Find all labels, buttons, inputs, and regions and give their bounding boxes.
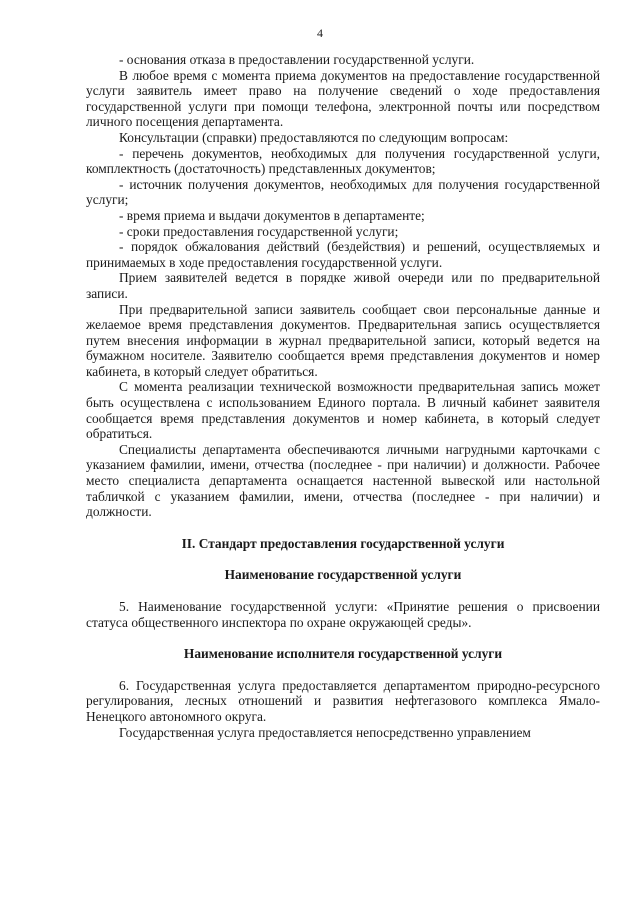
section-heading: II. Стандарт предоставления государственной услуги (181, 535, 505, 551)
list-item-terms: - сроки предоставления государственной услуги; (119, 223, 399, 239)
list-item-source: - источник получения документов, необходимых для получения государственной услуги; (86, 176, 600, 208)
list-item-reception-time: - время приема и выдачи документов в департаменте; (119, 207, 425, 223)
paragraph-portal: С момента реализации технической возможности предварительная запись может быть осуществлена с использованием Единого портала. В личный кабинет заявителя сообщается время представления документов и номер кабинета, в который следует обратиться. (86, 379, 600, 442)
paragraph-status-info: В любое время с момента приема документов на предоставление государственной услуги заявитель имеет право на получение сведений о ходе предоставления государственной услуги при помощи телефона, электронной почты или посредством личного посещения департамента. (86, 67, 600, 130)
paragraph-5: 5. Наименование государственной услуги: «Принятие решения о присвоении статуса общественного инспектора по охране окружающей среды». (86, 599, 600, 630)
subheading-service-name: Наименование государственной услуги (224, 567, 462, 583)
subheading-executor: Наименование исполнителя государственной услуги (183, 646, 503, 662)
paragraph-preregistration: При предварительной записи заявитель сообщает свои персональные данные и желаемое время представления документов. Предварительная запись осуществляется путем внесения информации в журнал предварительной записи, который ведется на бумажном носителе. Заявителю сообщается время представления документов и номер кабинета, в который следует обратиться. (86, 301, 600, 379)
paragraph-queue: Прием заявителей ведется в порядке живой очереди или по предварительной записи. (86, 270, 600, 301)
list-item-appeal: - порядок обжалования действий (бездействия) и решений, осуществляемых и принимаемых в ходе предоставления государственной услуги. (86, 239, 600, 270)
paragraph-6: 6. Государственная услуга предоставляется департаментом природно-ресурсного регулирования, лесных отношений и развития нефтегазового комплекса Ямало-Ненецкого автономного округа. (86, 677, 600, 724)
paragraph-refusal-grounds: - основания отказа в предоставлении государственной услуги. (119, 52, 475, 67)
page-number: 4 (317, 26, 323, 40)
document-body (86, 52, 600, 740)
paragraph-consultations: Консультации (справки) предоставляются по следующим вопросам: (119, 129, 509, 145)
list-item-documents: - перечень документов, необходимых для получения государственной услуги, комплектность (достаточность) представленных документов; (86, 145, 600, 177)
paragraph-specialists: Специалисты департамента обеспечиваются личными нагрудными карточками с указанием фамилии, имени, отчества (последнее - при наличии) и должности. Рабочее место специалиста департамента оснащается настенной вывеской или настольной табличкой с указанием фамилии, имени, отчества (последнее - при наличии) и должности. (86, 441, 600, 520)
paragraph-last: Государственная услуга предоставляется непосредственно управлением (119, 724, 531, 740)
